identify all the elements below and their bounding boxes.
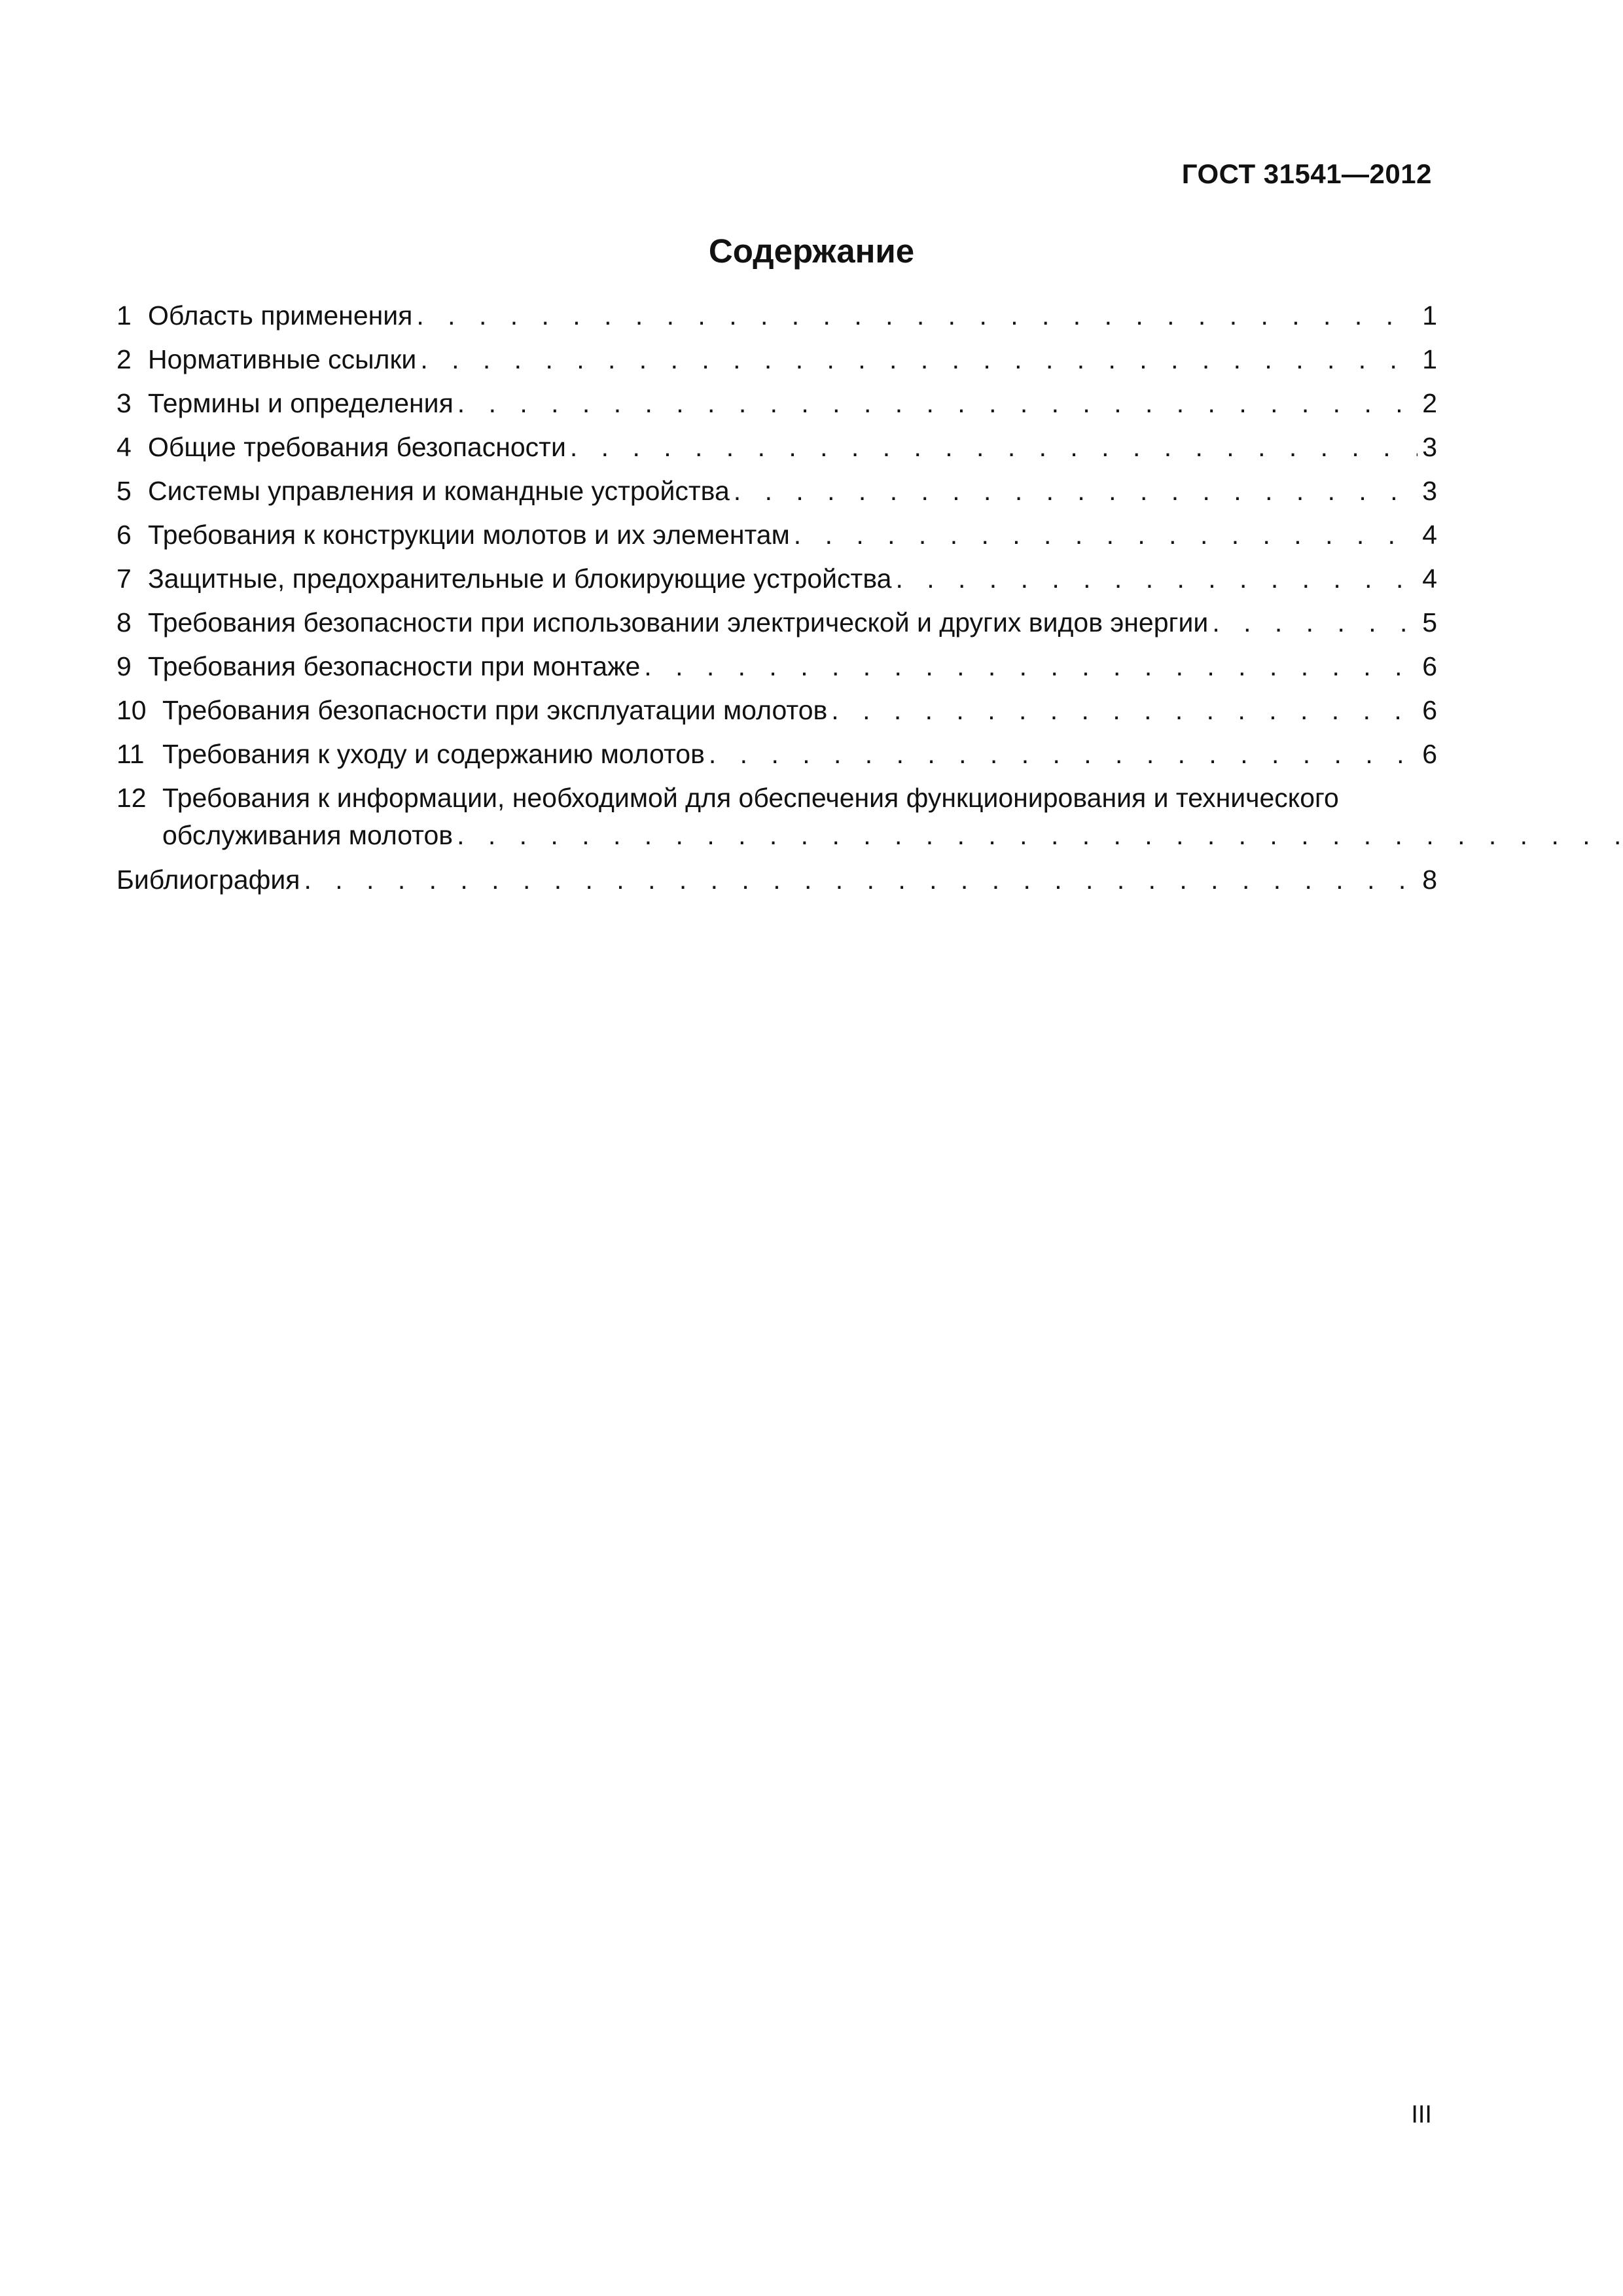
dot-leader	[895, 560, 1418, 597]
toc-entry-title: Нормативные ссылки	[148, 344, 417, 374]
toc-entry-title: Требования к конструкции молотов и их элементам	[148, 520, 790, 550]
toc-entry-number: 4	[116, 432, 132, 462]
table-of-contents	[116, 297, 1437, 905]
toc-title: Содержание	[708, 232, 915, 270]
toc-entry-title: Общие требования безопасности	[148, 432, 566, 462]
toc-entry-title: Требования к уходу и содержанию молотов	[162, 739, 705, 769]
toc-entry-title: Термины и определения	[148, 388, 454, 418]
toc-entry[interactable]	[116, 297, 1437, 341]
toc-entry[interactable]	[116, 560, 1437, 604]
toc-entry-number: 8	[116, 607, 132, 637]
toc-entry-page: 5	[1422, 607, 1437, 637]
dot-leader	[644, 648, 1418, 685]
toc-entry-number: 7	[116, 564, 132, 594]
dot-leader	[734, 473, 1418, 509]
toc-entry-page: 1	[1422, 300, 1437, 331]
dot-leader	[831, 692, 1418, 728]
toc-entry-title: Требования безопасности при монтаже	[148, 651, 641, 681]
dot-leader	[457, 816, 1623, 854]
toc-entry[interactable]	[116, 473, 1437, 516]
dot-leader	[570, 429, 1418, 465]
toc-entry-page: 1	[1422, 344, 1437, 374]
toc-entry[interactable]	[116, 736, 1437, 780]
dot-leader	[420, 341, 1418, 378]
dot-leader	[794, 516, 1418, 553]
toc-entry-page: 6	[1422, 739, 1437, 769]
toc-entry[interactable]	[116, 385, 1437, 429]
toc-entry-number: 11	[116, 739, 145, 769]
toc-entry-page: 4	[1422, 520, 1437, 550]
page-number: III	[1411, 2101, 1432, 2128]
toc-entry-number: 2	[116, 344, 132, 374]
toc-entry-title: Системы управления и командные устройства	[148, 476, 730, 506]
toc-entry[interactable]	[116, 429, 1437, 473]
document-code: ГОСТ 31541—2012	[1181, 158, 1432, 189]
toc-entry-number: 6	[116, 520, 132, 550]
toc-entry-title: Требования безопасности при использовании электрической и других видов энергии	[148, 607, 1209, 637]
toc-entry-title: Требования к информации, необходимой для обеспечения функционирования и технического	[162, 783, 1339, 813]
toc-entry[interactable]	[116, 604, 1437, 648]
toc-entry-number: 12	[116, 783, 147, 813]
toc-entry[interactable]	[116, 780, 1437, 854]
toc-entry-number: 9	[116, 651, 132, 681]
toc-entry-number: 1	[116, 300, 132, 331]
toc-entry[interactable]	[116, 648, 1437, 692]
toc-entry-page: 8	[1422, 865, 1437, 895]
toc-entry-page: 6	[1422, 651, 1437, 681]
toc-entry[interactable]	[116, 341, 1437, 385]
toc-entry-title: Область применения	[148, 300, 413, 331]
toc-entry-title: Защитные, предохранительные и блокирующие устройства	[148, 564, 892, 594]
dot-leader	[304, 861, 1418, 898]
toc-entry-bibliography[interactable]	[116, 861, 1437, 905]
toc-entry-title: Требования безопасности при эксплуатации молотов	[162, 695, 828, 725]
toc-entry[interactable]	[116, 692, 1437, 736]
dot-leader	[1212, 604, 1418, 641]
toc-entry-title: Библиография	[116, 865, 300, 895]
toc-entry-title-continuation: обслуживания молотов	[162, 820, 454, 850]
toc-entry-number: 3	[116, 388, 132, 418]
toc-entry-page: 6	[1422, 695, 1437, 725]
toc-entry-page: 3	[1422, 476, 1437, 506]
toc-entry-page: 4	[1422, 564, 1437, 594]
dot-leader	[416, 297, 1418, 334]
toc-entry-number: 10	[116, 695, 147, 725]
toc-entry-page: 3	[1422, 432, 1437, 462]
dot-leader	[709, 736, 1418, 772]
toc-entry-page: 2	[1422, 388, 1437, 418]
dot-leader	[457, 385, 1418, 422]
toc-entry-number: 5	[116, 476, 132, 506]
toc-entry[interactable]	[116, 516, 1437, 560]
